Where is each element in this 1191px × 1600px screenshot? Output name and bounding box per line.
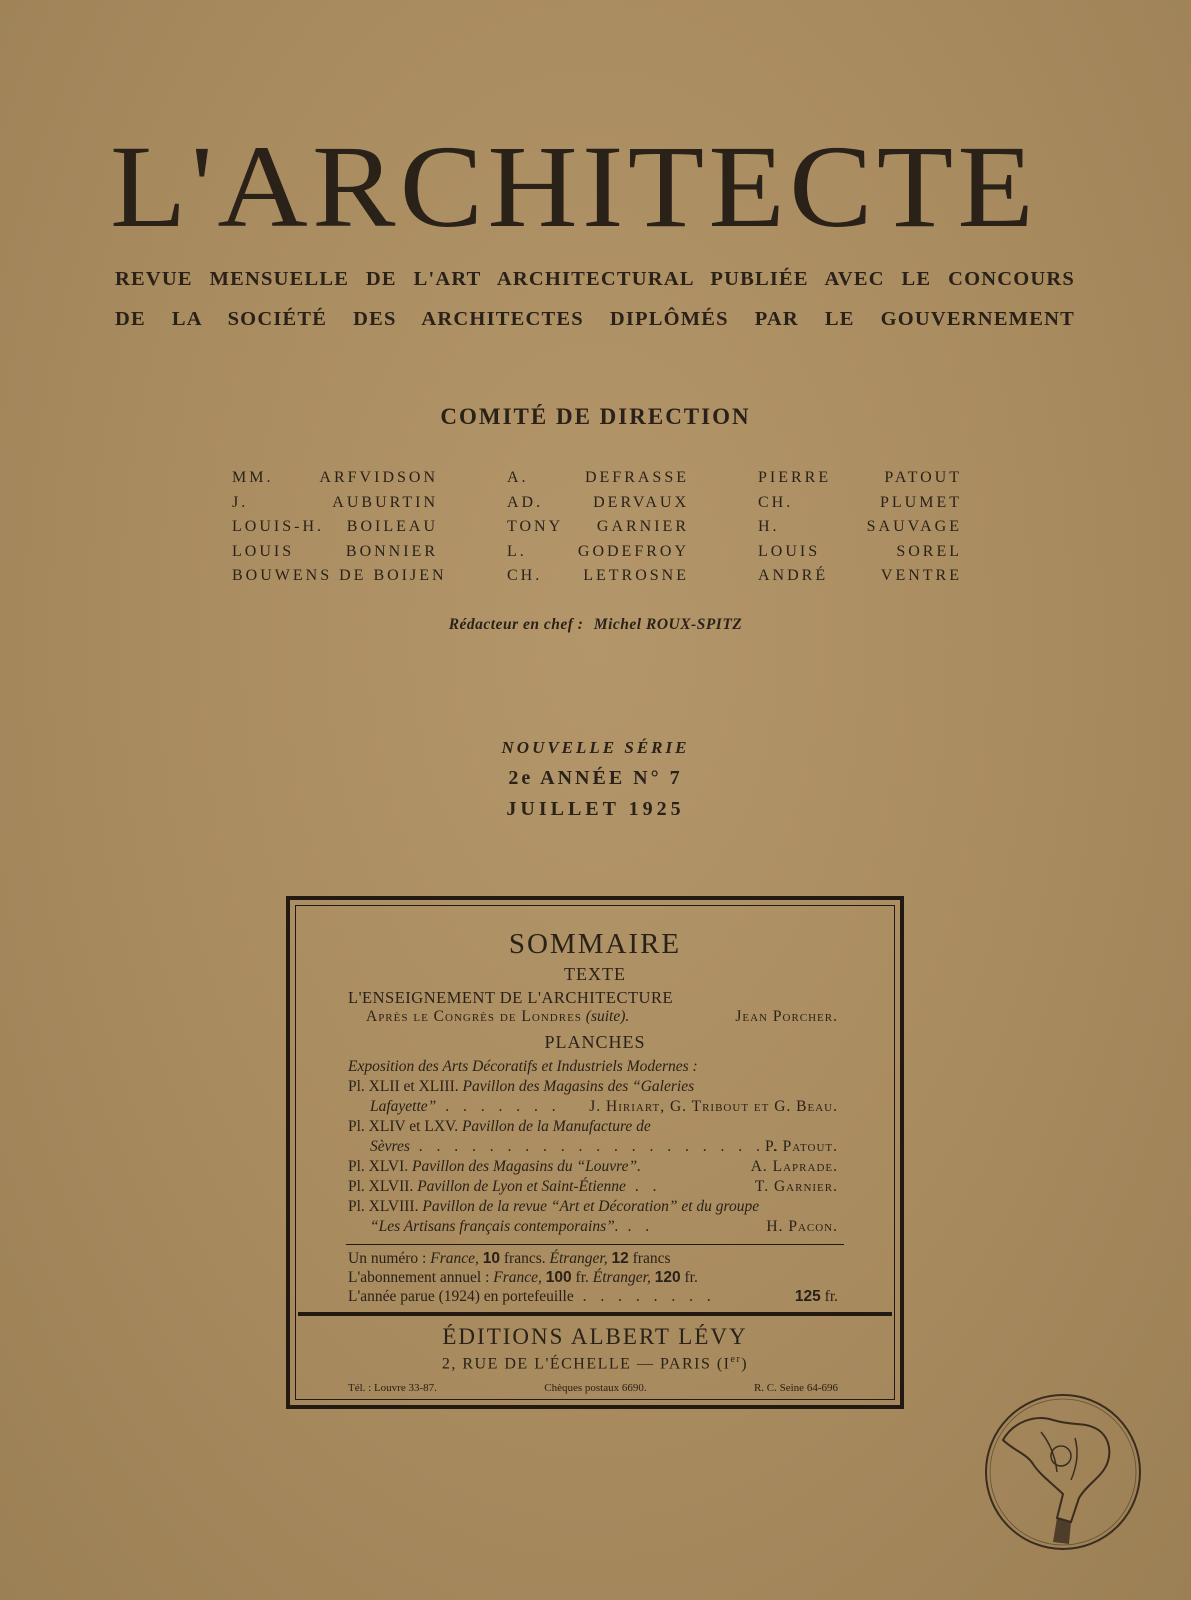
editor-label: Rédacteur en chef : — [448, 616, 584, 633]
committee-member: PIERRE PATOUT — [758, 469, 962, 486]
editor-in-chief — [0, 616, 1191, 634]
plate-title: Pavillon de la Manufacture de — [461, 1118, 651, 1135]
price-value: 10 — [482, 1250, 500, 1267]
plate-author: J. Hiriart, G. Tribout et G. Beau. — [589, 1098, 838, 1115]
price-unit: fr. — [684, 1269, 698, 1286]
plate-ref: Pl. XLVI. — [348, 1158, 409, 1175]
article-title: L'ENSEIGNEMENT DE L'ARCHITECTURE — [348, 988, 674, 1007]
plate-title-cont: Lafayette” — [370, 1098, 437, 1115]
article-subtitle-line — [348, 1008, 838, 1026]
plate-ref: Pl. XLII et XLIII. — [348, 1078, 459, 1095]
committee-member: A. DEFRASSE — [507, 469, 689, 486]
portfolio-price — [795, 1288, 838, 1306]
plate-entry-cont — [348, 1218, 838, 1236]
price-region: Étranger, — [549, 1250, 608, 1267]
plate-entry-cont — [348, 1138, 838, 1156]
committee-title: COMITÉ DE DIRECTION — [440, 404, 751, 429]
committee-column-1 — [232, 466, 447, 589]
article-subtitle: Après le Congrès de Londres — [366, 1008, 582, 1025]
committee-member: LOUIS-H. BOILEAU — [232, 518, 438, 535]
price-value: 12 — [611, 1250, 629, 1267]
publisher-name: ÉDITIONS ALBERT LÉVY — [442, 1324, 748, 1349]
committee-member: AD. DERVAUX — [507, 493, 689, 511]
leader-dots: . . . . . . . — [436, 1098, 561, 1115]
price-portfolio — [348, 1288, 838, 1306]
publisher-footer — [348, 1382, 838, 1394]
price-value: 125 — [794, 1288, 821, 1305]
plate-ref: Pl. XLVIII. — [348, 1198, 419, 1215]
committee-member: H. SAUVAGE — [758, 518, 962, 535]
plate-title: Pavillon de Lyon et Saint-Étienne — [417, 1178, 626, 1195]
plates-heading: PLANCHES — [544, 1032, 646, 1052]
price-label: L'abonnement annuel : — [348, 1269, 490, 1286]
address-sup: er — [730, 1354, 742, 1365]
publisher-phone: Tél. : Louvre 33-87. — [348, 1382, 437, 1394]
plate-entry — [348, 1178, 838, 1196]
contents-box-inner — [295, 905, 895, 1400]
plate-entry — [348, 1158, 838, 1176]
plate-author: T. Garnier. — [754, 1178, 838, 1195]
price-unit: fr. — [575, 1269, 589, 1286]
price-annual — [348, 1269, 838, 1287]
committee-member: TONY GARNIER — [507, 518, 689, 535]
publisher-address: 2, RUE DE L'ÉCHELLE — PARIS (I — [441, 1355, 731, 1373]
committee-member: CH. LETROSNE — [507, 567, 689, 584]
address-end: ) — [741, 1355, 749, 1373]
contents-heading: SOMMAIRE — [508, 928, 682, 960]
committee-member: LOUIS BONNIER — [232, 542, 438, 560]
plate-ref: Pl. XLIV et LXV. — [348, 1118, 459, 1135]
committee-list — [232, 466, 962, 589]
plate-entry — [348, 1078, 838, 1096]
article-subtitle-suite: (suite). — [585, 1008, 630, 1025]
subtitle-line-2: DE LA SOCIÉTÉ DES ARCHITECTES DIPLÔMÉS PAR LE GOUVERNEMENT — [115, 308, 1075, 330]
price-region: France, — [430, 1250, 479, 1267]
plate-title-cont: “Les Artisans français contemporains”. — [370, 1218, 619, 1235]
committee-member: MM. ARFVIDSON — [232, 469, 438, 486]
editor-name: Michel ROUX-SPITZ — [593, 616, 743, 633]
text-heading: TEXTE — [564, 964, 626, 984]
price-label: Un numéro : — [348, 1250, 427, 1267]
plate-ref: Pl. XLVII. — [348, 1178, 414, 1195]
plate-title: Pavillon de la revue “Art et Décoration” et du groupe — [422, 1198, 760, 1215]
plate-author: H. Pacon. — [766, 1218, 838, 1235]
plate-title-cont: Sèvres — [370, 1138, 410, 1155]
publisher-emblem-icon — [983, 1392, 1143, 1552]
price-region: Étranger, — [592, 1269, 651, 1286]
committee-column-2 — [507, 466, 689, 589]
issue-info — [0, 732, 1191, 825]
plate-title: Pavillon des Magasins des “Galeries — [462, 1078, 695, 1095]
price-value: 120 — [654, 1269, 681, 1286]
portfolio-label: L'année parue (1924) en portefeuille — [348, 1288, 574, 1305]
publisher-address-line — [296, 1354, 894, 1373]
divider — [346, 1244, 844, 1245]
plate-title: Pavillon des Magasins du “Louvre”. — [412, 1158, 641, 1175]
issue-date: JUILLET 1925 — [506, 798, 685, 820]
price-single — [348, 1250, 838, 1268]
article-author: Jean Porcher. — [735, 1008, 838, 1025]
committee-member: BOUWENS DE BOIJEN — [232, 567, 447, 584]
committee-member: J. AUBURTIN — [232, 493, 438, 511]
issue-year-number: 2e ANNÉE N° 7 — [508, 767, 683, 789]
plate-author: P. Patout. — [765, 1138, 838, 1155]
issue-series: NOUVELLE SÉRIE — [501, 738, 690, 757]
price-unit: fr. — [824, 1288, 838, 1305]
thick-divider — [298, 1312, 892, 1316]
plate-author: A. Laprade. — [750, 1158, 838, 1175]
plate-entry — [348, 1198, 838, 1216]
leader-dots: . . . . . . . . . . . . . . . . . . . . . — [409, 1138, 783, 1155]
committee-member: ANDRÉ VENTRE — [758, 567, 962, 584]
leader-dots: . . . . . . . . — [573, 1288, 716, 1305]
price-region: France, — [493, 1269, 542, 1286]
contents-box — [286, 896, 904, 1409]
committee-member: LOUIS SOREL — [758, 542, 962, 560]
subtitle-line-1: REVUE MENSUELLE DE L'ART ARCHITECTURAL PUBLIÉE AVEC LE CONCOURS — [115, 268, 1075, 290]
masthead-title: L'ARCHITECTE — [110, 121, 1039, 252]
committee-member: CH. PLUMET — [758, 493, 962, 511]
leader-dots: . . — [625, 1178, 662, 1195]
publisher-rc: R. C. Seine 64-696 — [753, 1382, 838, 1394]
plate-entry-cont — [348, 1098, 838, 1116]
committee-member: L. GODEFROY — [507, 542, 689, 560]
exhibition-title: Exposition des Arts Décoratifs et Industriels Modernes : — [348, 1058, 698, 1075]
price-value: 100 — [545, 1269, 572, 1286]
plate-entry — [348, 1118, 838, 1136]
price-unit: francs. — [503, 1250, 546, 1267]
leader-dots: . . — [618, 1218, 655, 1235]
price-unit: francs — [632, 1250, 671, 1267]
publisher-cheques: Chèques postaux 6690. — [544, 1382, 647, 1394]
committee-column-3 — [758, 466, 962, 589]
